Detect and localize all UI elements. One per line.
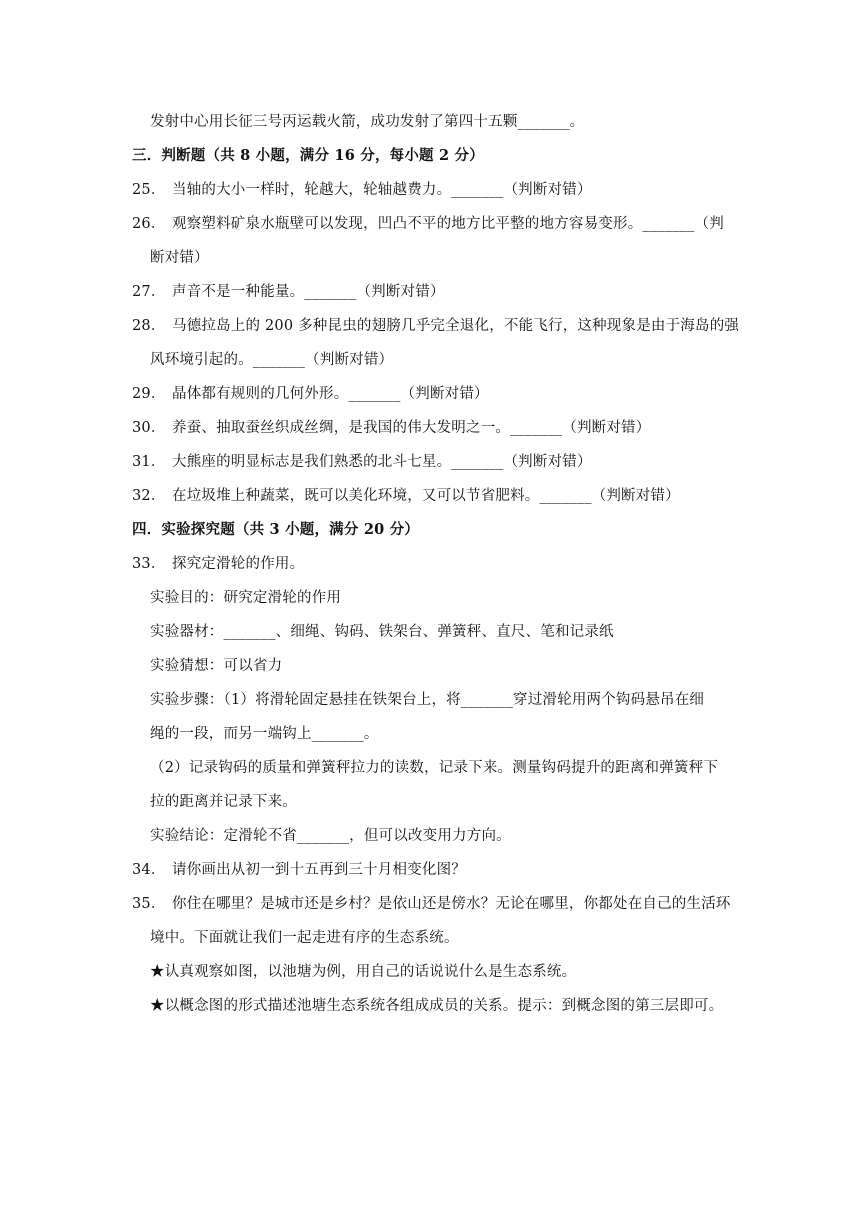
- document-page: 发射中心用长征三号丙运载火箭，成功发射了第四十五颗_______。 三．判断题（共 8 小题，满分 16 分，每小题 2 分） 25． 当轴的大小一样时，轮越大，轮轴越费力。_______（判断对错） 26． 观察塑料矿泉水瓶壁可以发现，凹凸不平的地方比平整的地方容易变形。_______（判 断对错） 27． 声音不是一种能量。_______（判断对错） 28． 马德拉岛上的 200 多种昆虫的翅膀几乎完全退化，不能飞行，这种现象是由于海岛的强 风环境引起的。_______（判断对错） 29． 晶体都有规则的几何外形。_______（判断对错） 30． 养蚕、抽取蚕丝织成丝绸，是我国的伟大发明之一。_______（判断对错） 31． 大熊座的明显标志是我们熟悉的北斗七星。_______（判断对错） 32． 在垃圾堆上种蔬菜，既可以美化环境，又可以节省肥料。_______（判断对错） 四．实验探究题（共 3 小题，满分 20 分） 33． 探究定滑轮的作用。 实验目的：研究定滑轮的作用 实验器材：_______、细绳、钩码、铁架台、弹簧秤、直尺、笔和记录纸 实验猜想：可以省力 实验步骤：（1）将滑轮固定悬挂在铁架台上，将_______穿过滑轮用两个钩码悬吊在细 绳的一段，而另一端钩上_______。 （2）记录钩码的质量和弹簧秤拉力的读数，记录下来。测量钩码提升的距离和弹簧秤下 拉的距离并记录下来。 实验结论：定滑轮不省_______，但可以改变用力方向。 34． 请你画出从初一到十五再到三十月相变化图？ 35． 你住在哪里？是城市还是乡村？是依山还是傍水？无论在哪里，你都处在自己的生活环 境中。下面就让我们一起走进有序的生态系统。 ★认真观察如图，以池塘为例，用自己的话说说什么是生态系统。 ★以概念图的形式描述池塘生态系统各组成成员的关系。提示：到概念图的第三层即可。: [132, 114, 740, 1014]
